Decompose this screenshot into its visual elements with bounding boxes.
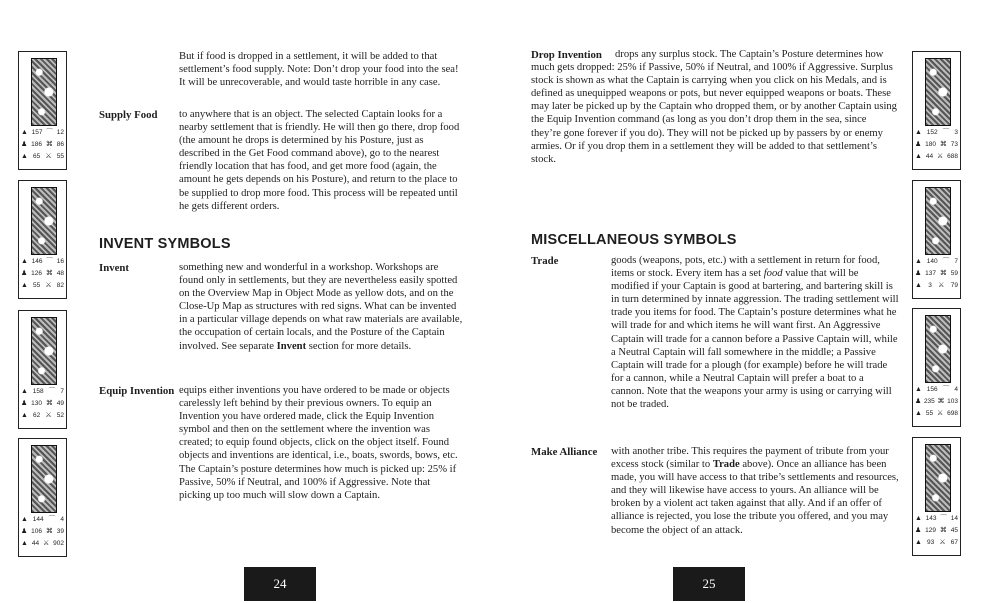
make-alliance-label: Make Alliance <box>531 446 598 458</box>
stat-value: 45 <box>950 527 958 534</box>
person-icon: ♟ <box>21 528 28 535</box>
stat-value: 7 <box>60 388 64 395</box>
map-thumbnail <box>31 187 57 255</box>
hut-icon: ▲ <box>21 153 28 160</box>
drop-invention-text <box>531 48 899 166</box>
game-screenshot-pane <box>18 310 67 429</box>
game-screenshot-pane <box>18 438 67 557</box>
stat-value: 129 <box>925 527 937 534</box>
stat-value: 158 <box>32 388 44 395</box>
stat-value: 235 <box>923 398 935 405</box>
stat-value: 44 <box>31 540 40 547</box>
stat-value: 55 <box>33 282 41 289</box>
bird-icon: ⌒ <box>48 516 56 523</box>
bird-icon: ⌒ <box>942 258 950 265</box>
stat-value: 698 <box>947 410 958 417</box>
invent-bold: Invent <box>276 340 307 352</box>
tree-icon: ▲ <box>21 516 28 523</box>
drop-invention-label: Drop Invention <box>531 49 602 61</box>
food-drop-paragraph: But if food is dropped in a settlement, it will be added to that settlement’s food supply. Note: Don’t drop your food into the sea! It will be unrecoverable, and would taste horrible in any case. <box>179 51 459 89</box>
stat-value: 146 <box>31 258 43 265</box>
weapon-icon: ⚔ <box>938 282 945 289</box>
bird-icon: ⌒ <box>942 386 950 393</box>
misc-symbols-heading: MISCELLANEOUS SYMBOLS <box>531 232 737 248</box>
bird-icon: ⌒ <box>942 129 950 136</box>
hut-icon: ▲ <box>915 282 922 289</box>
tree-icon: ▲ <box>21 129 28 136</box>
stat-value: 93 <box>927 539 935 546</box>
alliance-text-a: with another tribe. This requires the payment of tribute from your excess stock (similar to <box>611 446 889 471</box>
animal-icon: ⌘ <box>939 141 947 148</box>
stat-value: 44 <box>925 153 934 160</box>
pane-stats <box>21 514 64 550</box>
alliance-text-b: above). Once an alliance has been made, you will have access to that tribe’s settlements and resources, and they will likewise have access to yours. An alliance will be broken by a violent act taken against that ally. And if an offer of alliance is rejected, you lose the tribute you offered, and you may become the object of an attack. <box>611 459 899 536</box>
stat-value: 137 <box>925 270 937 277</box>
equip-invention-label: Equip Invention <box>99 385 175 397</box>
weapon-icon: ⚔ <box>45 282 52 289</box>
game-screenshot-pane <box>912 180 961 299</box>
weapon-icon: ⚔ <box>45 153 52 160</box>
map-thumbnail <box>31 317 57 385</box>
tree-icon: ▲ <box>21 388 28 395</box>
stat-value: 48 <box>56 270 64 277</box>
stat-value: 4 <box>60 516 64 523</box>
stat-value: 144 <box>32 516 44 523</box>
weapon-icon: ⚔ <box>936 410 944 417</box>
stat-value: 3 <box>954 129 958 136</box>
animal-icon: ⌘ <box>939 270 947 277</box>
stat-value: 902 <box>53 540 64 547</box>
bird-icon: ⌒ <box>46 129 54 136</box>
stat-value: 143 <box>925 515 937 522</box>
stat-value: 16 <box>56 258 64 265</box>
stat-value: 130 <box>31 400 43 407</box>
animal-icon: ⌘ <box>45 400 53 407</box>
hut-icon: ▲ <box>915 153 922 160</box>
stat-value: 156 <box>926 386 938 393</box>
stat-value: 86 <box>56 141 64 148</box>
stat-value: 186 <box>31 141 43 148</box>
animal-icon: ⌘ <box>937 398 945 405</box>
stat-value: 62 <box>33 412 41 419</box>
invent-tail: section for more details. <box>308 340 412 352</box>
invent-text <box>179 261 463 353</box>
weapon-icon: ⚔ <box>42 540 50 547</box>
hut-icon: ▲ <box>915 539 922 546</box>
stat-value: 65 <box>33 153 41 160</box>
stat-value: 12 <box>56 129 64 136</box>
alliance-trade-bold: Trade <box>712 459 740 471</box>
animal-icon: ⌘ <box>45 528 53 535</box>
game-screenshot-pane <box>912 437 961 556</box>
pane-stats <box>915 384 958 420</box>
hut-icon: ▲ <box>21 282 28 289</box>
stat-value: 126 <box>31 270 43 277</box>
game-screenshot-pane <box>912 51 961 170</box>
stat-value: 3 <box>928 282 932 289</box>
person-icon: ♟ <box>915 270 922 277</box>
stat-value: 39 <box>56 528 64 535</box>
stat-value: 55 <box>925 410 934 417</box>
tree-icon: ▲ <box>915 129 922 136</box>
game-screenshot-pane <box>18 180 67 299</box>
animal-icon: ⌘ <box>939 527 947 534</box>
pane-stats <box>21 256 64 292</box>
invent-symbols-heading: INVENT SYMBOLS <box>99 236 231 252</box>
tree-icon: ▲ <box>21 258 28 265</box>
bird-icon: ⌒ <box>940 515 948 522</box>
hut-icon: ▲ <box>915 410 922 417</box>
stat-value: 106 <box>31 528 43 535</box>
equip-invention-text: equips either inventions you have ordered to be made or objects carelessly left behind by their previous owners. To equip an Invention you have ordered made, click the Equip Invention symbol and then on the settlement where the invention was created; to equip found objects, click on the object itself. Found objects and inventions are identical, i.e., boats, swords, bows, etc. The Captain’s posture determines how much is picked up: 25% if Passive, 50% if Neutral, and 100% if Aggressive. Note that picking up too much will slow down a Captain. <box>179 385 458 501</box>
pane-stats <box>21 386 64 422</box>
supply-food-label: Supply Food <box>99 109 158 121</box>
map-thumbnail <box>925 444 951 512</box>
stat-value: 79 <box>950 282 958 289</box>
person-icon: ♟ <box>915 141 922 148</box>
tree-icon: ▲ <box>915 258 922 265</box>
hut-icon: ▲ <box>21 412 28 419</box>
trade-text-a: goods (weapons, pots, etc.) with a settlement in return for food, items or stock. Every item has a set <box>611 255 880 280</box>
weapon-icon: ⚔ <box>936 153 944 160</box>
trade-text-b: value that will be modified if your Captain is good at bartering, and bartering skill is in turn determined by innate aggression. The trading settlement will trade you items for food. The Captain’s posture determines what he will trade for and which items he will want first. An Aggressive Captain will trade for a cannon before a Passive Captain will, while a Neutral Captain will fall somewhere in the middle; a Passive Captain will trade for a plough (for example) before he will trade for a cannon, while a Neutral Captain will prefer a boat to a cannon. Note that the weapons your army is using or carrying will not be traded. <box>611 268 899 411</box>
pane-stats <box>915 127 958 163</box>
page-number-left: 24 <box>244 567 316 601</box>
stat-value: 52 <box>56 412 64 419</box>
stat-value: 7 <box>954 258 958 265</box>
invent-label: Invent <box>99 262 129 274</box>
map-thumbnail <box>925 315 951 383</box>
bird-icon: ⌒ <box>46 258 54 265</box>
stat-value: 4 <box>954 386 958 393</box>
person-icon: ♟ <box>21 400 28 407</box>
stat-value: 688 <box>947 153 958 160</box>
map-thumbnail <box>925 58 951 126</box>
stat-value: 59 <box>950 270 958 277</box>
pane-stats <box>915 513 958 549</box>
tree-icon: ▲ <box>915 386 922 393</box>
map-thumbnail <box>31 58 57 126</box>
weapon-icon: ⚔ <box>939 539 946 546</box>
animal-icon: ⌘ <box>45 141 53 148</box>
stat-value: 67 <box>950 539 958 546</box>
tree-icon: ▲ <box>915 515 922 522</box>
stat-value: 140 <box>926 258 938 265</box>
person-icon: ♟ <box>21 141 28 148</box>
invent-text-body: something new and wonderful in a workshop. Workshops are found only in settlements, but they are nevertheless easily spotted on the Overview Map in Object Mode as yellow dots, and on the Close-Up Map as structures with red signs. What can be invented in a particular village depends on what raw materials are available, the occupation of certain locals, and the Posture of the Captain involved. See separate <box>179 262 463 352</box>
stat-value: 55 <box>56 153 64 160</box>
stat-value: 73 <box>950 141 958 148</box>
map-thumbnail <box>925 187 951 255</box>
pane-stats <box>21 127 64 163</box>
hut-icon: ▲ <box>21 540 28 547</box>
drop-invention-body: drops any surplus stock. The Captain’s Posture determines how much gets dropped: 25% if Passive, 50% if Neutral, and 100% if Aggressive. Surplus stock is shown as what the Captain is carrying when you click on his Medals, and is defined as unequipped weapons or pots, but never equipped weapons or boats. These may later be picked up by the Captain who dropped them, or by another Captain using the Equip Invention command (as long as you don’t drop them in the sea, since they’re gone forever if you do). They will not be picked up by passers by or enemy armies. Or if you drop them in a settlement they will be added to that settlement’s stock. <box>531 49 897 165</box>
map-thumbnail <box>31 445 57 513</box>
person-icon: ♟ <box>915 527 922 534</box>
stat-value: 180 <box>925 141 937 148</box>
stat-value: 14 <box>950 515 958 522</box>
make-alliance-text <box>611 445 899 537</box>
game-screenshot-pane <box>912 308 961 427</box>
stat-value: 152 <box>926 129 938 136</box>
stat-value: 157 <box>31 129 43 136</box>
stat-value: 82 <box>56 282 64 289</box>
animal-icon: ⌘ <box>45 270 53 277</box>
weapon-icon: ⚔ <box>45 412 52 419</box>
person-icon: ♟ <box>21 270 28 277</box>
stat-value: 103 <box>947 398 958 405</box>
trade-text <box>611 254 899 411</box>
bird-icon: ⌒ <box>48 388 56 395</box>
page-number-right: 25 <box>673 567 745 601</box>
person-icon: ♟ <box>915 398 922 405</box>
stat-value: 49 <box>56 400 64 407</box>
trade-food-word: food <box>763 268 783 280</box>
game-screenshot-pane <box>18 51 67 170</box>
supply-food-text: to anywhere that is an object. The selected Captain looks for a nearby settlement that is friendly. He will then go there, drop food (the amount he drops is determined by his Posture, just as described in the Get Food command above), go to the nearest friendly location that has food, and get more food (again, the amount he gets depends on his Posture), and return to the place to be supplied to drop more food. This process will be repeated until he gets different orders. <box>179 109 460 212</box>
trade-label: Trade <box>531 255 559 267</box>
pane-stats <box>915 256 958 292</box>
